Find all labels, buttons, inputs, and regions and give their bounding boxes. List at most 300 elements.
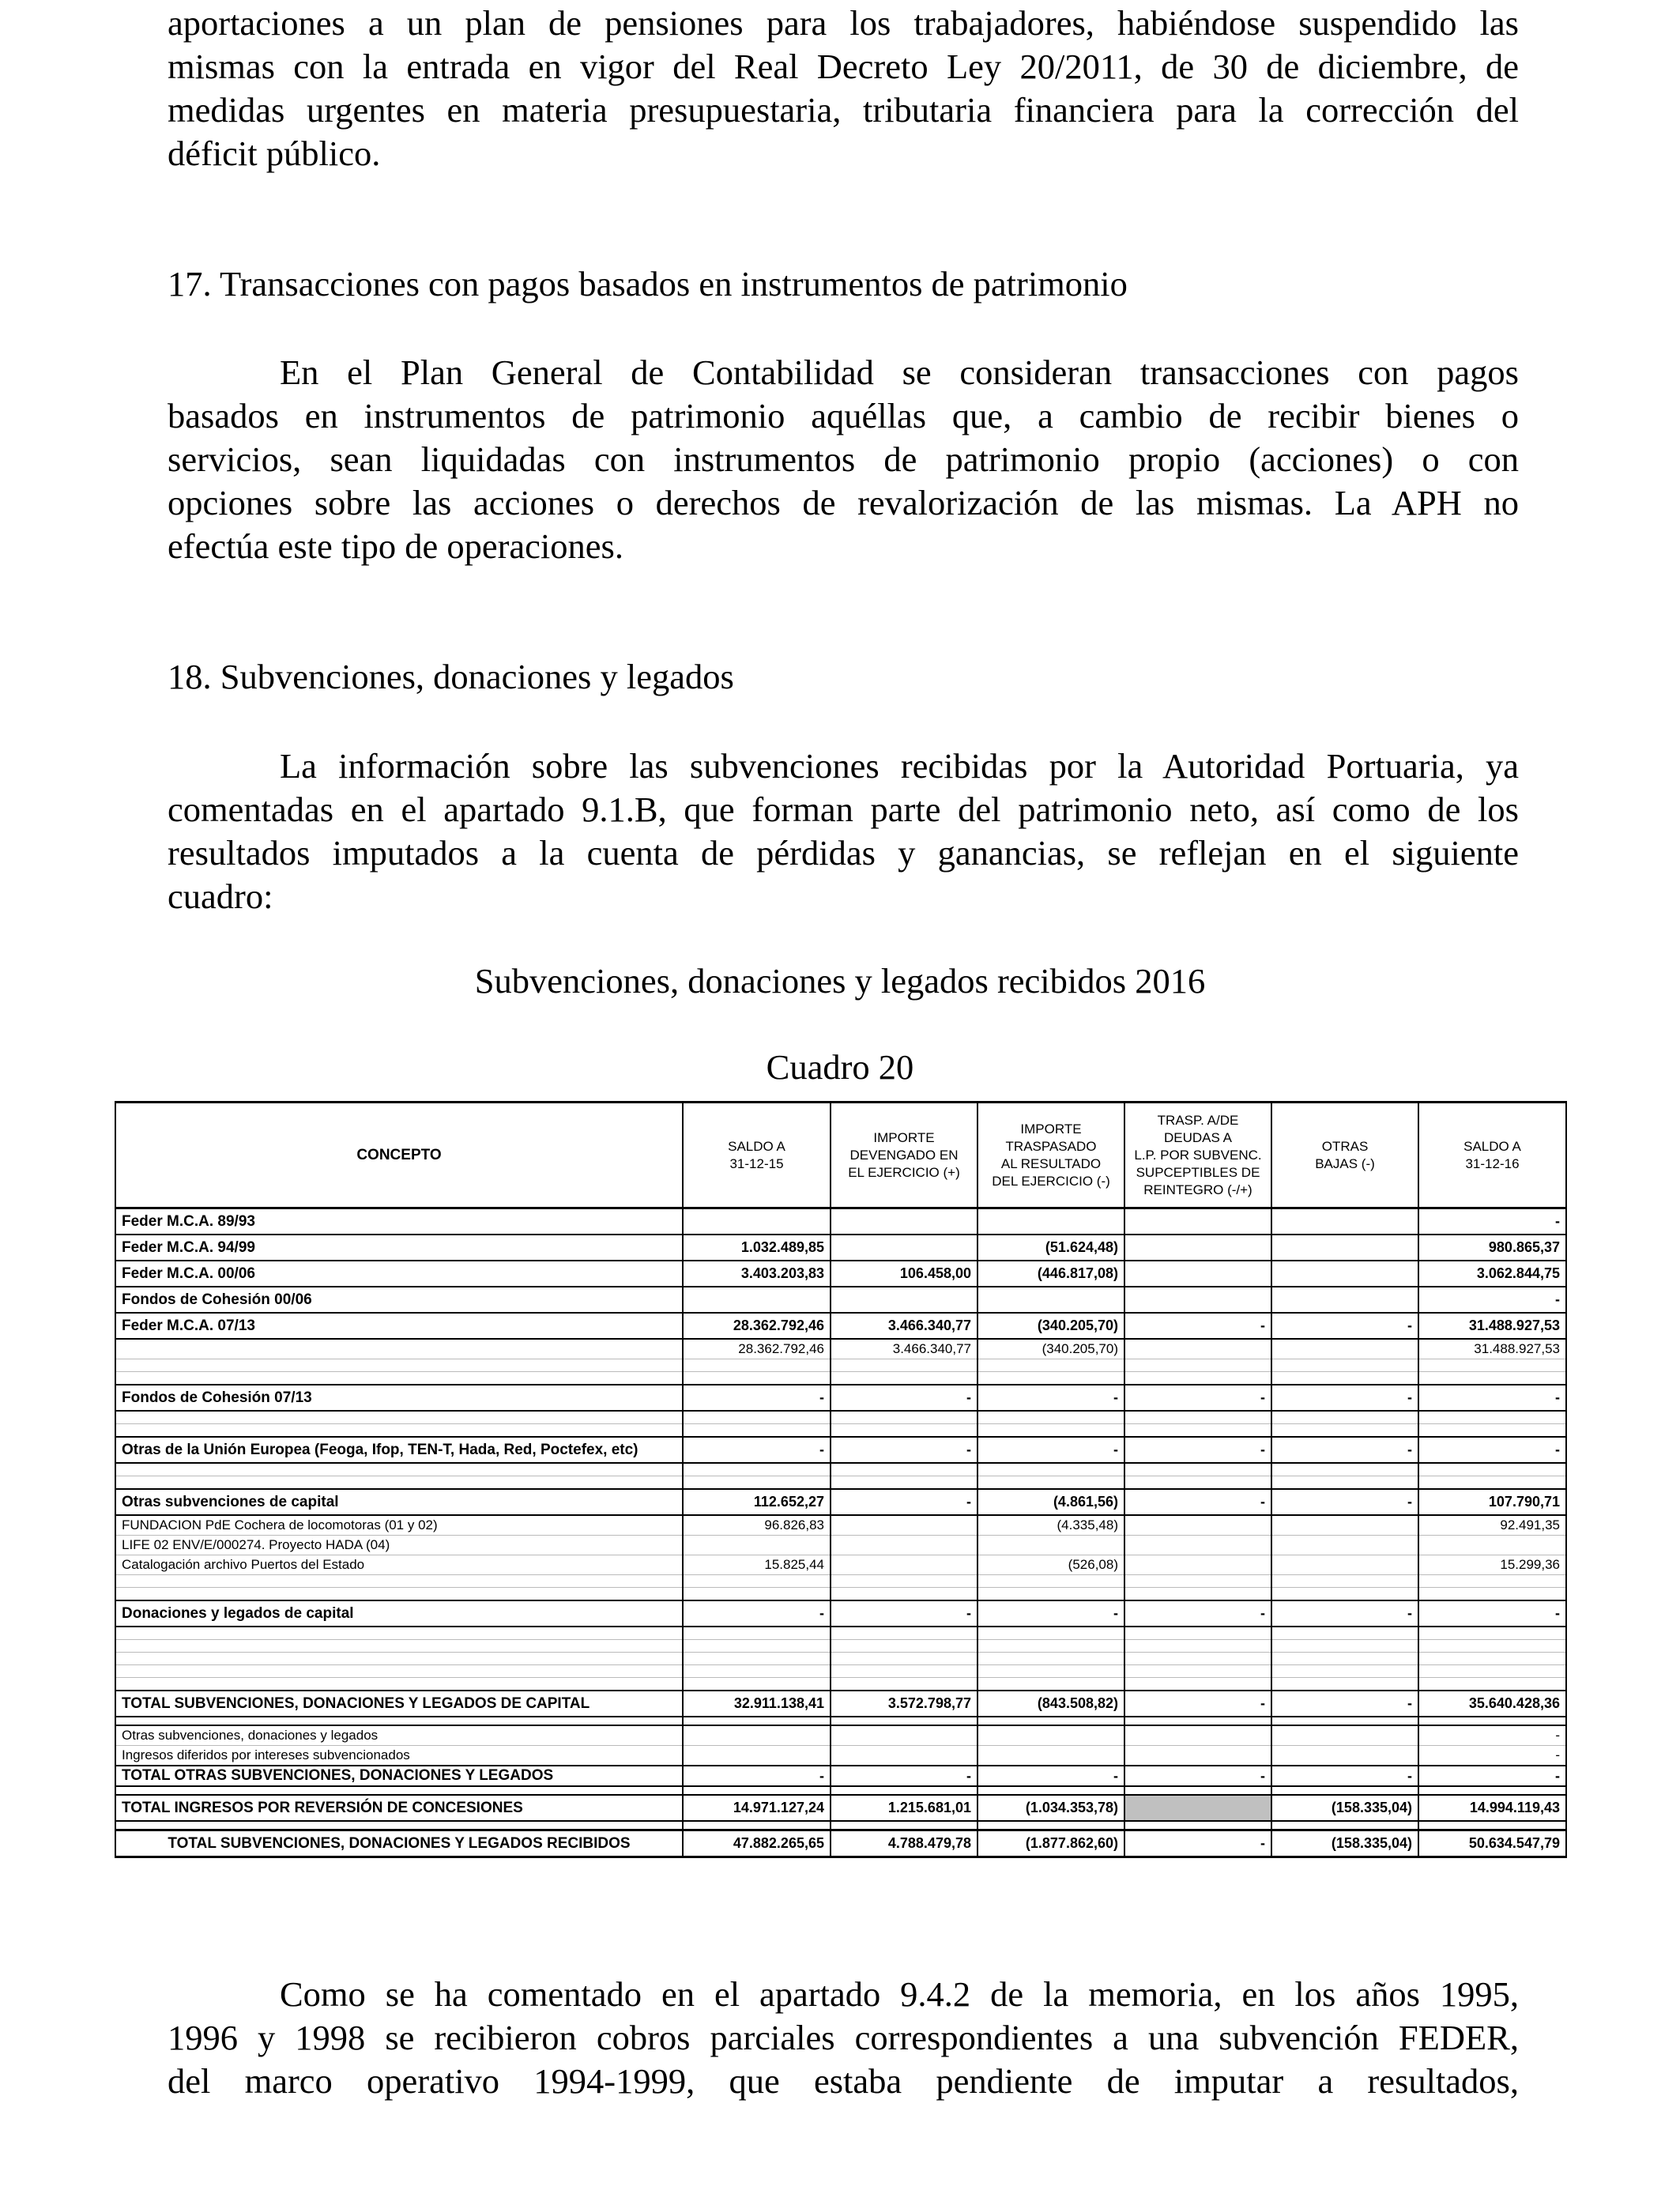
table-cell bbox=[683, 1424, 831, 1438]
table-cell bbox=[115, 1717, 683, 1725]
column-header-importe-devengado: IMPORTE DEVENGADO EN EL EJERCICIO (+) bbox=[831, 1103, 977, 1208]
table-cell: FUNDACION PdE Cochera de locomotoras (01 y 02) bbox=[115, 1515, 683, 1536]
table-row bbox=[115, 1489, 1566, 1515]
table-cell bbox=[977, 1725, 1124, 1746]
table-cell bbox=[1271, 1717, 1418, 1725]
table-cell: Otras de la Unión Europea (Feoga, Ifop, TEN-T, Hada, Red, Poctefex, etc) bbox=[115, 1437, 683, 1463]
table-cell bbox=[1271, 1463, 1418, 1476]
paragraph-subsidies bbox=[168, 745, 1519, 918]
table-cell: (4.335,48) bbox=[977, 1515, 1124, 1536]
table-cell bbox=[831, 1515, 977, 1536]
text-line: mismas con la entrada en vigor del Real Decreto Ley 20/2011, de 30 de diciembre, de bbox=[168, 47, 1519, 86]
table-cell: 106.458,00 bbox=[831, 1261, 977, 1287]
table-cell: - bbox=[1124, 1313, 1271, 1339]
table-cell bbox=[1124, 1287, 1271, 1313]
table-cell bbox=[1271, 1359, 1418, 1372]
table-cell: TOTAL OTRAS SUBVENCIONES, DONACIONES Y LEGADOS bbox=[115, 1766, 683, 1786]
table-cell bbox=[115, 1575, 683, 1588]
table-cell bbox=[1418, 1424, 1566, 1438]
text-line: resultados imputados a la cuenta de pérdidas y ganancias, se reflejan en el siguiente bbox=[168, 833, 1519, 873]
table-cell: - bbox=[683, 1600, 831, 1627]
table-cell: 50.634.547,79 bbox=[1418, 1830, 1566, 1857]
table-cell bbox=[115, 1678, 683, 1691]
table-row bbox=[115, 1555, 1566, 1575]
table-cell bbox=[115, 1424, 683, 1438]
table-cell bbox=[977, 1746, 1124, 1766]
table-cell bbox=[831, 1372, 977, 1385]
table-cell bbox=[1418, 1536, 1566, 1555]
table-cell bbox=[115, 1476, 683, 1490]
table-cell: Catalogación archivo Puertos del Estado bbox=[115, 1555, 683, 1575]
table-row bbox=[115, 1235, 1566, 1261]
table-number: Cuadro 20 bbox=[766, 1047, 914, 1087]
table-cell: - bbox=[977, 1385, 1124, 1411]
table-cell: Ingresos diferidos por intereses subvencionados bbox=[115, 1746, 683, 1766]
table-cell: 980.865,37 bbox=[1418, 1235, 1566, 1261]
column-header-saldo-2016: SALDO A 31-12-16 bbox=[1418, 1103, 1566, 1208]
table-cell bbox=[683, 1746, 831, 1766]
table-cell: - bbox=[831, 1766, 977, 1786]
table-cell bbox=[683, 1821, 831, 1830]
text-line: servicios, sean liquidadas con instrumentos de patrimonio propio (acciones) o con bbox=[168, 439, 1519, 479]
table-cell: - bbox=[1418, 1725, 1566, 1746]
table-cell bbox=[977, 1786, 1124, 1795]
text-line: medidas urgentes en materia presupuestaria, tributaria financiera para la corrección del bbox=[168, 90, 1519, 130]
table-cell bbox=[683, 1786, 831, 1795]
table-cell bbox=[1418, 1821, 1566, 1830]
table-cell bbox=[1124, 1665, 1271, 1678]
table-cell bbox=[1271, 1746, 1418, 1766]
table-cell: - bbox=[1124, 1385, 1271, 1411]
table-cell: - bbox=[683, 1385, 831, 1411]
table-cell: - bbox=[1271, 1766, 1418, 1786]
table-cell bbox=[977, 1717, 1124, 1725]
table-cell bbox=[115, 1786, 683, 1795]
table-cell bbox=[1124, 1575, 1271, 1588]
table-cell bbox=[115, 1665, 683, 1678]
table-cell bbox=[1271, 1411, 1418, 1424]
subsidies-table bbox=[115, 1101, 1567, 1858]
table-cell bbox=[683, 1678, 831, 1691]
text-line: opciones sobre las acciones o derechos de revalorización de las mismas. La APH no bbox=[168, 483, 1519, 522]
table-cell bbox=[831, 1575, 977, 1588]
table-cell: - bbox=[683, 1766, 831, 1786]
table-cell bbox=[683, 1575, 831, 1588]
table-row bbox=[115, 1261, 1566, 1287]
table-cell: 3.466.340,77 bbox=[831, 1313, 977, 1339]
table-cell: - bbox=[1418, 1600, 1566, 1627]
table-cell bbox=[977, 1665, 1124, 1678]
table-cell bbox=[115, 1359, 683, 1372]
table-cell bbox=[831, 1359, 977, 1372]
table-cell: 31.488.927,53 bbox=[1418, 1339, 1566, 1359]
table-cell bbox=[1124, 1424, 1271, 1438]
table-cell: - bbox=[1124, 1600, 1271, 1627]
text-line: La información sobre las subvenciones recibidas por la Autoridad Portuaria, ya bbox=[280, 746, 1519, 786]
table-cell bbox=[1124, 1208, 1271, 1235]
table-cell bbox=[683, 1463, 831, 1476]
table-cell bbox=[1271, 1588, 1418, 1601]
table-cell bbox=[1271, 1261, 1418, 1287]
table-cell bbox=[1418, 1678, 1566, 1691]
table-cell: - bbox=[1418, 1437, 1566, 1463]
table-spacer-row bbox=[115, 1372, 1566, 1385]
table-cell: (446.817,08) bbox=[977, 1261, 1124, 1287]
table-cell: Fondos de Cohesión 00/06 bbox=[115, 1287, 683, 1313]
table-cell bbox=[1271, 1287, 1418, 1313]
table-row bbox=[115, 1339, 1566, 1359]
table-cell bbox=[683, 1476, 831, 1490]
section-heading-18: 18. Subvenciones, donaciones y legados bbox=[168, 657, 734, 696]
table-cell: (340.205,70) bbox=[977, 1339, 1124, 1359]
table-cell bbox=[1124, 1339, 1271, 1359]
table-cell bbox=[1124, 1476, 1271, 1490]
table-title: Subvenciones, donaciones y legados recibidos 2016 bbox=[474, 961, 1206, 1001]
text-line: aportaciones a un plan de pensiones para los trabajadores, habiéndose suspendido las bbox=[168, 3, 1519, 43]
table-cell bbox=[1124, 1588, 1271, 1601]
table-row bbox=[115, 1725, 1566, 1746]
table-cell bbox=[831, 1411, 977, 1424]
table-cell: - bbox=[1418, 1208, 1566, 1235]
table-cell: Otras subvenciones de capital bbox=[115, 1489, 683, 1515]
paragraph-equity-instruments bbox=[168, 351, 1519, 568]
section-heading-17: 17. Transacciones con pagos basados en instrumentos de patrimonio bbox=[168, 264, 1128, 303]
table-cell bbox=[115, 1821, 683, 1830]
table-cell bbox=[1124, 1411, 1271, 1424]
text-line: comentadas en el apartado 9.1.B, que forman parte del patrimonio neto, así como de los bbox=[168, 790, 1519, 829]
table-row bbox=[115, 1208, 1566, 1235]
table-cell: - bbox=[831, 1489, 977, 1515]
table-cell: - bbox=[1271, 1385, 1418, 1411]
table-spacer-row bbox=[115, 1640, 1566, 1653]
table-cell: 31.488.927,53 bbox=[1418, 1313, 1566, 1339]
table-cell: (1.877.862,60) bbox=[977, 1830, 1124, 1857]
table-cell bbox=[683, 1653, 831, 1665]
table-cell bbox=[831, 1653, 977, 1665]
table-cell bbox=[1124, 1746, 1271, 1766]
table-cell bbox=[1271, 1424, 1418, 1438]
table-cell bbox=[1124, 1536, 1271, 1555]
table-cell bbox=[683, 1640, 831, 1653]
table-cell: (51.624,48) bbox=[977, 1235, 1124, 1261]
table-cell bbox=[683, 1359, 831, 1372]
table-cell bbox=[977, 1411, 1124, 1424]
table-cell bbox=[977, 1575, 1124, 1588]
text-line: efectúa este tipo de operaciones. bbox=[168, 526, 623, 566]
table-cell bbox=[1271, 1339, 1418, 1359]
table-cell: - bbox=[1418, 1746, 1566, 1766]
table-cell bbox=[1124, 1717, 1271, 1725]
table-cell bbox=[1124, 1372, 1271, 1385]
table-cell: - bbox=[1271, 1600, 1418, 1627]
paragraph-feder-note bbox=[168, 1973, 1519, 2103]
table-cell bbox=[1124, 1640, 1271, 1653]
table-cell: 32.911.138,41 bbox=[683, 1691, 831, 1717]
table-cell: 35.640.428,36 bbox=[1418, 1691, 1566, 1717]
table-cell bbox=[683, 1588, 831, 1601]
table-row bbox=[115, 1515, 1566, 1536]
table-cell: - bbox=[683, 1437, 831, 1463]
table-cell: 1.215.681,01 bbox=[831, 1795, 977, 1821]
table-cell bbox=[1271, 1725, 1418, 1746]
table-cell: Otras subvenciones, donaciones y legados bbox=[115, 1725, 683, 1746]
table-cell bbox=[683, 1372, 831, 1385]
table-cell: 1.032.489,85 bbox=[683, 1235, 831, 1261]
table-cell: 3.466.340,77 bbox=[831, 1339, 977, 1359]
table-cell bbox=[1124, 1627, 1271, 1640]
table-cell: (340.205,70) bbox=[977, 1313, 1124, 1339]
table-cell: - bbox=[977, 1600, 1124, 1627]
table-cell bbox=[1271, 1536, 1418, 1555]
table-cell bbox=[831, 1821, 977, 1830]
table-cell bbox=[1418, 1786, 1566, 1795]
table-cell bbox=[977, 1359, 1124, 1372]
table-row bbox=[115, 1437, 1566, 1463]
table-cell: (4.861,56) bbox=[977, 1489, 1124, 1515]
table-cell: 92.491,35 bbox=[1418, 1515, 1566, 1536]
table-cell: Donaciones y legados de capital bbox=[115, 1600, 683, 1627]
table-cell bbox=[1271, 1627, 1418, 1640]
table-spacer-row bbox=[115, 1424, 1566, 1438]
table-cell: TOTAL INGRESOS POR REVERSIÓN DE CONCESIONES bbox=[115, 1795, 683, 1821]
table-cell: - bbox=[1124, 1830, 1271, 1857]
table-cell: 3.572.798,77 bbox=[831, 1691, 977, 1717]
text-line: déficit público. bbox=[168, 134, 381, 173]
table-cell: Feder M.C.A. 89/93 bbox=[115, 1208, 683, 1235]
table-cell bbox=[977, 1208, 1124, 1235]
text-line: basados en instrumentos de patrimonio aquéllas que, a cambio de recibir bienes o bbox=[168, 396, 1519, 435]
table-cell bbox=[683, 1627, 831, 1640]
table-cell: - bbox=[1124, 1766, 1271, 1786]
table-spacer-row bbox=[115, 1463, 1566, 1476]
table-cell bbox=[1271, 1821, 1418, 1830]
table-cell bbox=[977, 1424, 1124, 1438]
table-spacer-row bbox=[115, 1476, 1566, 1490]
table-cell: 14.994.119,43 bbox=[1418, 1795, 1566, 1821]
table-cell: 15.825,44 bbox=[683, 1555, 831, 1575]
column-header-otras-bajas: OTRAS BAJAS (-) bbox=[1271, 1103, 1418, 1208]
table-spacer-row bbox=[115, 1588, 1566, 1601]
table-spacer-row bbox=[115, 1717, 1566, 1725]
table-cell bbox=[1271, 1515, 1418, 1536]
column-header-concepto: CONCEPTO bbox=[115, 1103, 683, 1208]
table-cell bbox=[1271, 1235, 1418, 1261]
table-cell bbox=[977, 1640, 1124, 1653]
table-cell bbox=[115, 1653, 683, 1665]
table-cell bbox=[977, 1372, 1124, 1385]
table-cell bbox=[977, 1678, 1124, 1691]
table-spacer-row bbox=[115, 1411, 1566, 1424]
table-cell: 3.403.203,83 bbox=[683, 1261, 831, 1287]
table-row bbox=[115, 1600, 1566, 1627]
table-cell bbox=[1271, 1640, 1418, 1653]
table-cell bbox=[1418, 1640, 1566, 1653]
table-total-row bbox=[115, 1795, 1566, 1821]
table-cell bbox=[1271, 1372, 1418, 1385]
table-cell bbox=[977, 1476, 1124, 1490]
text-line: En el Plan General de Contabilidad se consideran transacciones con pagos bbox=[280, 352, 1519, 392]
table-cell bbox=[683, 1665, 831, 1678]
table-cell bbox=[831, 1476, 977, 1490]
table-cell bbox=[115, 1339, 683, 1359]
table-cell bbox=[1124, 1725, 1271, 1746]
table-cell bbox=[1418, 1575, 1566, 1588]
table-cell: 3.062.844,75 bbox=[1418, 1261, 1566, 1287]
table-row bbox=[115, 1287, 1566, 1313]
table-cell bbox=[683, 1725, 831, 1746]
table-cell bbox=[1418, 1476, 1566, 1490]
table-cell bbox=[831, 1287, 977, 1313]
table-cell bbox=[1271, 1653, 1418, 1665]
table-cell bbox=[977, 1588, 1124, 1601]
table-cell: - bbox=[1418, 1766, 1566, 1786]
table-cell: - bbox=[977, 1766, 1124, 1786]
table-row bbox=[115, 1385, 1566, 1411]
table-spacer-row bbox=[115, 1627, 1566, 1640]
table-cell: - bbox=[977, 1437, 1124, 1463]
table-cell bbox=[1271, 1476, 1418, 1490]
table-cell: - bbox=[1271, 1489, 1418, 1515]
table-cell bbox=[683, 1411, 831, 1424]
table-cell bbox=[683, 1536, 831, 1555]
table-cell bbox=[1124, 1555, 1271, 1575]
table-spacer-row bbox=[115, 1678, 1566, 1691]
table-cell bbox=[831, 1678, 977, 1691]
table-cell: 28.362.792,46 bbox=[683, 1313, 831, 1339]
table-cell: (158.335,04) bbox=[1271, 1830, 1418, 1857]
table-cell: Feder M.C.A. 94/99 bbox=[115, 1235, 683, 1261]
table-cell bbox=[683, 1208, 831, 1235]
table-cell bbox=[1124, 1821, 1271, 1830]
table-cell: 47.882.265,65 bbox=[683, 1830, 831, 1857]
table-cell bbox=[1124, 1261, 1271, 1287]
table-cell bbox=[1271, 1678, 1418, 1691]
table-cell: - bbox=[1418, 1385, 1566, 1411]
table-row bbox=[115, 1313, 1566, 1339]
table-cell: (526,08) bbox=[977, 1555, 1124, 1575]
table-spacer-row bbox=[115, 1821, 1566, 1830]
table-cell bbox=[1418, 1665, 1566, 1678]
table-cell: - bbox=[1271, 1313, 1418, 1339]
table-cell: - bbox=[831, 1437, 977, 1463]
table-cell: 107.790,71 bbox=[1418, 1489, 1566, 1515]
table-cell bbox=[831, 1536, 977, 1555]
table-cell: - bbox=[831, 1385, 977, 1411]
table-cell bbox=[831, 1208, 977, 1235]
table-cell bbox=[1124, 1653, 1271, 1665]
table-cell bbox=[831, 1627, 977, 1640]
table-cell bbox=[1271, 1786, 1418, 1795]
table-cell: Feder M.C.A. 00/06 bbox=[115, 1261, 683, 1287]
column-header-importe-traspasado: IMPORTE TRASPASADO AL RESULTADO DEL EJERCICIO (-) bbox=[977, 1103, 1124, 1208]
table-cell: 4.788.479,78 bbox=[831, 1830, 977, 1857]
table-cell bbox=[831, 1786, 977, 1795]
table-grand-total-row bbox=[115, 1830, 1566, 1857]
table-cell: 14.971.127,24 bbox=[683, 1795, 831, 1821]
table-spacer-row bbox=[115, 1359, 1566, 1372]
table-cell bbox=[1418, 1463, 1566, 1476]
table-cell: (843.508,82) bbox=[977, 1691, 1124, 1717]
table-cell bbox=[831, 1725, 977, 1746]
table-cell bbox=[115, 1372, 683, 1385]
text-line: del marco operativo 1994-1999, que estaba pendiente de imputar a resultados, bbox=[168, 2061, 1519, 2101]
table-cell: Fondos de Cohesión 07/13 bbox=[115, 1385, 683, 1411]
table-cell bbox=[1124, 1786, 1271, 1795]
table-cell bbox=[831, 1588, 977, 1601]
table-cell: (1.034.353,78) bbox=[977, 1795, 1124, 1821]
table-cell: - bbox=[1271, 1691, 1418, 1717]
table-cell bbox=[831, 1665, 977, 1678]
table-cell bbox=[977, 1536, 1124, 1555]
table-cell: - bbox=[1124, 1437, 1271, 1463]
table-cell bbox=[1418, 1627, 1566, 1640]
table-header-row bbox=[115, 1103, 1566, 1208]
table-cell bbox=[831, 1235, 977, 1261]
table-cell bbox=[115, 1588, 683, 1601]
table-cell bbox=[977, 1627, 1124, 1640]
table-cell bbox=[1124, 1515, 1271, 1536]
table-total-row bbox=[115, 1766, 1566, 1786]
table-cell: - bbox=[1418, 1287, 1566, 1313]
table-cell bbox=[1418, 1653, 1566, 1665]
table-cell bbox=[831, 1640, 977, 1653]
table-cell bbox=[1124, 1463, 1271, 1476]
table-spacer-row bbox=[115, 1786, 1566, 1795]
table-cell: - bbox=[1271, 1437, 1418, 1463]
table-cell bbox=[1418, 1588, 1566, 1601]
table-row bbox=[115, 1536, 1566, 1555]
table-cell: (158.335,04) bbox=[1271, 1795, 1418, 1821]
table-cell: 96.826,83 bbox=[683, 1515, 831, 1536]
table-cell bbox=[977, 1821, 1124, 1830]
text-line: Como se ha comentado en el apartado 9.4.2 de la memoria, en los años 1995, bbox=[280, 1974, 1519, 2014]
column-header-traspaso-deudas: TRASP. A/DE DEUDAS A L.P. POR SUBVENC. SUPCEPTIBLES DE REINTEGRO (-/+) bbox=[1124, 1103, 1271, 1208]
table-cell: TOTAL SUBVENCIONES, DONACIONES Y LEGADOS DE CAPITAL bbox=[115, 1691, 683, 1717]
table-spacer-row bbox=[115, 1665, 1566, 1678]
table-cell bbox=[977, 1287, 1124, 1313]
table-cell bbox=[115, 1627, 683, 1640]
table-cell: LIFE 02 ENV/E/000274. Proyecto HADA (04) bbox=[115, 1536, 683, 1555]
table-cell bbox=[1124, 1359, 1271, 1372]
table-total-row bbox=[115, 1691, 1566, 1717]
table-cell bbox=[831, 1424, 977, 1438]
table-cell bbox=[1418, 1359, 1566, 1372]
table-cell bbox=[831, 1555, 977, 1575]
table-cell: 15.299,36 bbox=[1418, 1555, 1566, 1575]
table-cell: 112.652,27 bbox=[683, 1489, 831, 1515]
table-cell bbox=[977, 1463, 1124, 1476]
table-cell bbox=[1418, 1717, 1566, 1725]
table-cell bbox=[115, 1411, 683, 1424]
table-cell bbox=[1271, 1208, 1418, 1235]
table-cell bbox=[1124, 1795, 1271, 1821]
column-header-saldo-2015: SALDO A 31-12-15 bbox=[683, 1103, 831, 1208]
table-row bbox=[115, 1746, 1566, 1766]
table-cell bbox=[1124, 1235, 1271, 1261]
table-cell: Feder M.C.A. 07/13 bbox=[115, 1313, 683, 1339]
table-cell: TOTAL SUBVENCIONES, DONACIONES Y LEGADOS RECIBIDOS bbox=[115, 1830, 683, 1857]
table-cell bbox=[1271, 1555, 1418, 1575]
paragraph-pensions bbox=[168, 2, 1519, 175]
table-cell bbox=[831, 1746, 977, 1766]
table-cell bbox=[115, 1463, 683, 1476]
table-cell bbox=[831, 1463, 977, 1476]
table-cell bbox=[1124, 1678, 1271, 1691]
text-line: cuadro: bbox=[168, 876, 273, 916]
table-cell bbox=[683, 1717, 831, 1725]
table-cell bbox=[115, 1640, 683, 1653]
table-cell bbox=[1418, 1372, 1566, 1385]
